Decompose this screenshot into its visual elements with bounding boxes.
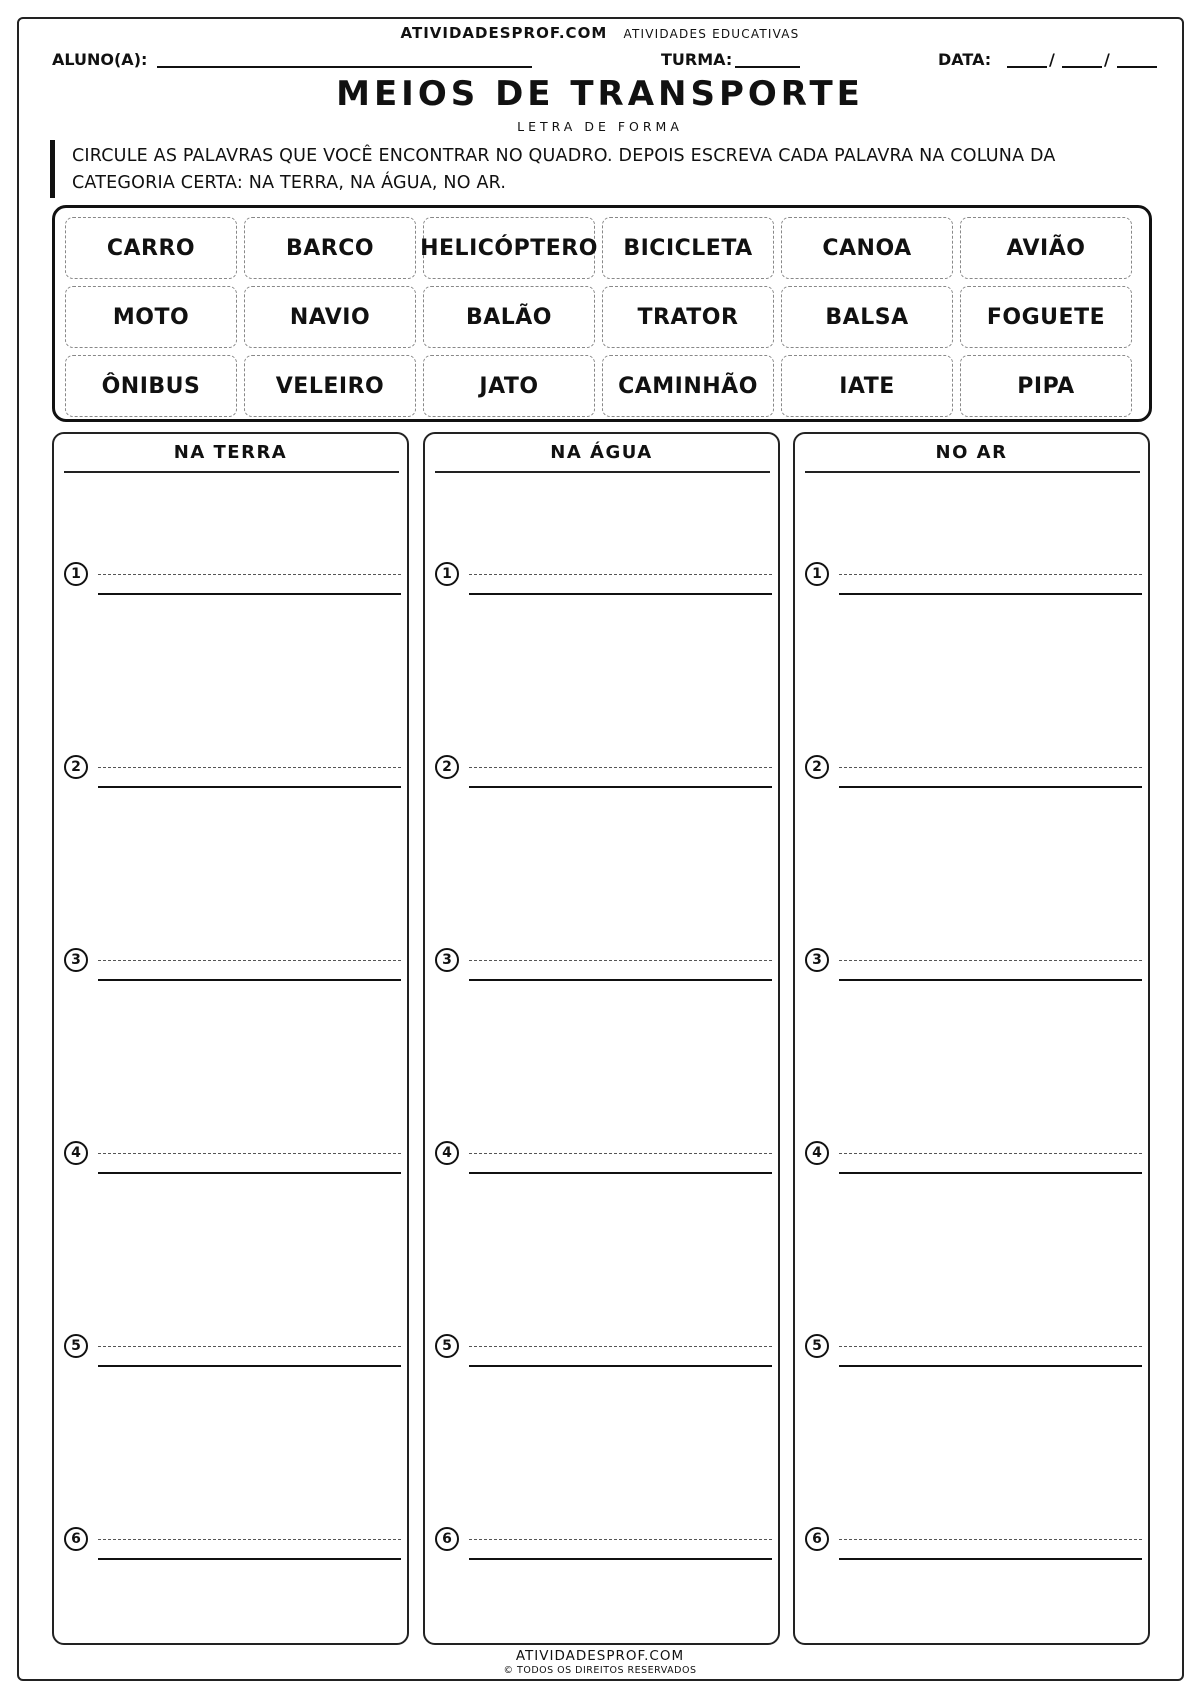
writing-baseline: [98, 1365, 401, 1367]
writing-entry[interactable]: [64, 1525, 401, 1559]
word-cell[interactable]: TRATOR: [602, 286, 774, 348]
line-number: 6: [805, 1527, 829, 1551]
site-header: [0, 24, 1200, 42]
writing-entry[interactable]: [805, 1139, 1142, 1173]
writing-entry[interactable]: [805, 560, 1142, 594]
writing-entry[interactable]: [805, 1332, 1142, 1366]
student-name-field[interactable]: [157, 50, 532, 68]
writing-entry[interactable]: [64, 753, 401, 787]
dashed-guide-line: [98, 960, 401, 961]
writing-baseline: [98, 593, 401, 595]
date-day-field[interactable]: [1007, 50, 1047, 68]
footer: [0, 1648, 1200, 1676]
writing-baseline: [839, 1365, 1142, 1367]
line-number: 5: [805, 1334, 829, 1358]
line-number: 4: [64, 1141, 88, 1165]
date-year-field[interactable]: [1117, 50, 1157, 68]
line-number: 2: [435, 755, 459, 779]
line-number: 3: [435, 948, 459, 972]
dashed-guide-line: [839, 960, 1142, 961]
dashed-guide-line: [469, 574, 772, 575]
writing-baseline: [469, 1365, 772, 1367]
writing-baseline: [469, 593, 772, 595]
writing-baseline: [98, 1558, 401, 1560]
writing-baseline: [839, 1558, 1142, 1560]
page-subtitle: LETRA DE FORMA: [517, 119, 683, 134]
line-number: 5: [64, 1334, 88, 1358]
student-info-row: [52, 50, 1152, 72]
word-bank: [52, 205, 1152, 422]
writing-baseline: [839, 786, 1142, 788]
writing-entry[interactable]: [435, 946, 772, 980]
dashed-guide-line: [469, 1346, 772, 1347]
dashed-guide-line: [839, 574, 1142, 575]
writing-entry[interactable]: [435, 1525, 772, 1559]
dashed-guide-line: [98, 574, 401, 575]
writing-baseline: [839, 593, 1142, 595]
footer-site: ATIVIDADESPROF.COM: [515, 1648, 685, 1664]
line-number: 6: [435, 1527, 459, 1551]
writing-baseline: [839, 1172, 1142, 1174]
line-number: 2: [805, 755, 829, 779]
word-cell[interactable]: BALÃO: [423, 286, 595, 348]
site-name: ATIVIDADESPROF.COM: [400, 24, 608, 42]
word-cell[interactable]: MOTO: [65, 286, 237, 348]
word-cell[interactable]: CAMINHÃO: [602, 355, 774, 417]
instructions-marker: [50, 140, 55, 198]
column-title: NO AR: [935, 442, 1008, 463]
site-tagline: ATIVIDADES EDUCATIVAS: [623, 27, 800, 41]
writing-entry[interactable]: [435, 1139, 772, 1173]
date-month-field[interactable]: [1062, 50, 1102, 68]
dashed-guide-line: [98, 1153, 401, 1154]
date-label: DATA:: [938, 50, 992, 69]
column-title: NA TERRA: [173, 442, 288, 463]
dashed-guide-line: [469, 767, 772, 768]
date-separator: /: [1049, 50, 1055, 69]
footer-rights: © TODOS OS DIREITOS RESERVADOS: [503, 1665, 697, 1676]
class-field[interactable]: [735, 50, 800, 68]
line-number: 4: [435, 1141, 459, 1165]
writing-entry[interactable]: [64, 1139, 401, 1173]
writing-baseline: [98, 1172, 401, 1174]
dashed-guide-line: [839, 1346, 1142, 1347]
word-cell[interactable]: PIPA: [960, 355, 1132, 417]
writing-baseline: [469, 1172, 772, 1174]
word-cell[interactable]: BALSA: [781, 286, 953, 348]
class-label: TURMA:: [661, 50, 733, 69]
dashed-guide-line: [839, 1539, 1142, 1540]
line-number: 2: [64, 755, 88, 779]
writing-entry[interactable]: [435, 1332, 772, 1366]
category-column: [793, 432, 1150, 1645]
writing-entry[interactable]: [805, 946, 1142, 980]
writing-entry[interactable]: [64, 560, 401, 594]
column-title: NA ÁGUA: [550, 442, 653, 463]
writing-baseline: [469, 786, 772, 788]
column-title-underline: [435, 471, 770, 473]
writing-baseline: [469, 1558, 772, 1560]
word-cell[interactable]: BARCO: [244, 217, 416, 279]
instructions-text: CIRCULE AS PALAVRAS QUE VOCÊ ENCONTRAR NO QUADRO. DEPOIS ESCREVA CADA PALAVRA NA COLUNA DA CATEGORIA CERTA: NA TERRA, NA ÁGUA, NO AR.: [72, 146, 1056, 193]
writing-baseline: [469, 979, 772, 981]
dashed-guide-line: [98, 1539, 401, 1540]
writing-baseline: [98, 979, 401, 981]
word-cell[interactable]: CARRO: [65, 217, 237, 279]
writing-entry[interactable]: [805, 753, 1142, 787]
word-cell[interactable]: IATE: [781, 355, 953, 417]
writing-entry[interactable]: [805, 1525, 1142, 1559]
line-number: 1: [64, 562, 88, 586]
date-separator: /: [1104, 50, 1110, 69]
word-cell[interactable]: CANOA: [781, 217, 953, 279]
line-number: 1: [805, 562, 829, 586]
dashed-guide-line: [839, 767, 1142, 768]
category-column: [52, 432, 409, 1645]
writing-entry[interactable]: [64, 1332, 401, 1366]
writing-baseline: [839, 979, 1142, 981]
writing-entry[interactable]: [435, 560, 772, 594]
writing-entry[interactable]: [64, 946, 401, 980]
line-number: 6: [64, 1527, 88, 1551]
word-cell[interactable]: JATO: [423, 355, 595, 417]
word-cell[interactable]: VELEIRO: [244, 355, 416, 417]
word-cell[interactable]: NAVIO: [244, 286, 416, 348]
dashed-guide-line: [839, 1153, 1142, 1154]
line-number: 1: [435, 562, 459, 586]
page-title: MEIOS DE TRANSPORTE: [336, 74, 864, 114]
dashed-guide-line: [98, 767, 401, 768]
student-label: ALUNO(A):: [52, 50, 148, 69]
word-cell[interactable]: AVIÃO: [960, 217, 1132, 279]
dashed-guide-line: [469, 1539, 772, 1540]
word-cell[interactable]: FOGUETE: [960, 286, 1132, 348]
category-column: [423, 432, 780, 1645]
line-number: 4: [805, 1141, 829, 1165]
word-cell[interactable]: BICICLETA: [602, 217, 774, 279]
line-number: 5: [435, 1334, 459, 1358]
writing-entry[interactable]: [435, 753, 772, 787]
word-grid: [65, 217, 1132, 417]
column-title-underline: [805, 471, 1140, 473]
writing-baseline: [98, 786, 401, 788]
column-title-underline: [64, 471, 399, 473]
dashed-guide-line: [469, 1153, 772, 1154]
dashed-guide-line: [469, 960, 772, 961]
line-number: 3: [805, 948, 829, 972]
word-cell[interactable]: ÔNIBUS: [65, 355, 237, 417]
line-number: 3: [64, 948, 88, 972]
word-cell[interactable]: HELICÓPTERO: [423, 217, 595, 279]
dashed-guide-line: [98, 1346, 401, 1347]
